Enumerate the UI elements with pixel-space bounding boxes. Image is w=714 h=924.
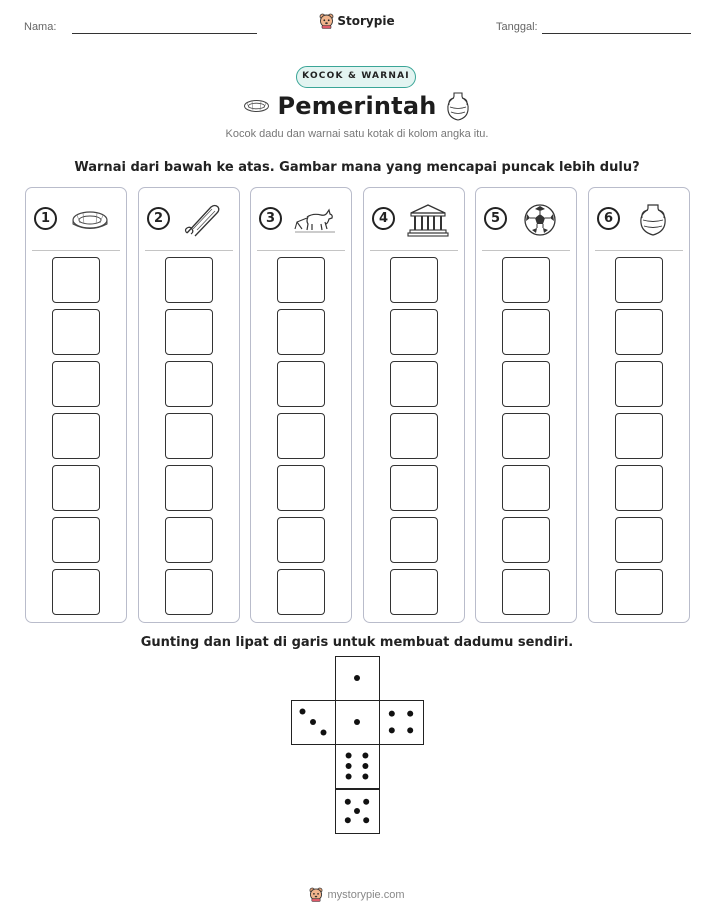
temple-icon — [406, 203, 450, 237]
color-box[interactable] — [52, 569, 100, 615]
color-box[interactable] — [502, 257, 550, 303]
column-header — [597, 203, 683, 237]
color-box[interactable] — [277, 517, 325, 563]
color-box[interactable] — [165, 569, 213, 615]
column-divider — [32, 250, 120, 251]
color-box[interactable] — [615, 569, 663, 615]
column-6 — [588, 187, 690, 623]
name-label: Nama: — [24, 21, 57, 33]
color-box[interactable] — [390, 309, 438, 355]
column-divider — [257, 250, 345, 251]
color-box[interactable] — [502, 309, 550, 355]
column-number: 4 — [372, 207, 395, 230]
color-box[interactable] — [165, 465, 213, 511]
name-line[interactable] — [72, 33, 257, 34]
scroll-icon — [181, 203, 225, 237]
subtitle: Kocok dadu dan warnai satu kotak di kolom angka itu. — [225, 128, 489, 140]
storypie-logo-icon — [319, 13, 334, 29]
column-4 — [363, 187, 465, 623]
die-face-1 — [335, 656, 380, 701]
column-number: 5 — [484, 207, 507, 230]
die-face-6 — [335, 744, 380, 789]
brand — [0, 13, 714, 33]
date-line[interactable] — [542, 33, 691, 34]
column-divider — [370, 250, 458, 251]
color-box[interactable] — [165, 361, 213, 407]
coloring-instruction: Warnai dari bawah ke atas. Gambar mana yang mencapai puncak lebih dulu? — [74, 160, 640, 175]
column-divider — [595, 250, 683, 251]
die-instruction: Gunting dan lipat di garis untuk membuat dadumu sendiri. — [140, 635, 574, 650]
column-header — [259, 203, 345, 237]
color-box[interactable] — [615, 465, 663, 511]
amphora-icon — [444, 90, 472, 122]
footer-url: mystorypie.com — [327, 888, 405, 901]
column-header — [147, 203, 233, 237]
die-face-4 — [379, 700, 424, 745]
color-box[interactable] — [277, 569, 325, 615]
column-header — [34, 203, 120, 237]
activity-badge: KOCOK & WARNAI — [296, 66, 416, 88]
color-box[interactable] — [390, 257, 438, 303]
ox-plow-icon — [293, 203, 337, 237]
arena-icon — [68, 203, 112, 237]
color-box[interactable] — [615, 361, 663, 407]
die-face-5 — [335, 789, 380, 834]
column-3 — [250, 187, 352, 623]
color-box[interactable] — [165, 413, 213, 459]
ball-icon — [518, 203, 562, 237]
column-5 — [475, 187, 577, 623]
color-box[interactable] — [502, 465, 550, 511]
color-box[interactable] — [390, 569, 438, 615]
column-header — [484, 203, 570, 237]
color-box[interactable] — [615, 413, 663, 459]
die-face-1 — [335, 700, 380, 745]
color-box[interactable] — [277, 465, 325, 511]
color-box[interactable] — [277, 257, 325, 303]
color-box[interactable] — [52, 309, 100, 355]
brand-name: Storypie — [337, 14, 395, 28]
column-number: 2 — [147, 207, 170, 230]
color-box[interactable] — [52, 413, 100, 459]
color-box[interactable] — [502, 517, 550, 563]
column-number: 1 — [34, 207, 57, 230]
color-box[interactable] — [502, 361, 550, 407]
color-box[interactable] — [502, 413, 550, 459]
color-box[interactable] — [52, 361, 100, 407]
color-box[interactable] — [52, 517, 100, 563]
color-box[interactable] — [165, 517, 213, 563]
page-title: Pemerintah — [277, 92, 437, 120]
color-box[interactable] — [615, 257, 663, 303]
color-box[interactable] — [390, 517, 438, 563]
color-box[interactable] — [390, 465, 438, 511]
column-1 — [25, 187, 127, 623]
column-2 — [138, 187, 240, 623]
color-box[interactable] — [165, 309, 213, 355]
color-box[interactable] — [52, 257, 100, 303]
color-box[interactable] — [277, 361, 325, 407]
footer — [0, 887, 714, 906]
column-number: 3 — [259, 207, 282, 230]
color-box[interactable] — [390, 361, 438, 407]
column-divider — [145, 250, 233, 251]
color-box[interactable] — [615, 517, 663, 563]
color-box[interactable] — [277, 413, 325, 459]
color-box[interactable] — [165, 257, 213, 303]
die-face-3 — [291, 700, 336, 745]
amphora-icon — [631, 203, 675, 237]
color-box[interactable] — [52, 465, 100, 511]
color-box[interactable] — [615, 309, 663, 355]
date-label: Tanggal: — [496, 21, 538, 33]
color-box[interactable] — [277, 309, 325, 355]
column-header — [372, 203, 458, 237]
column-divider — [482, 250, 570, 251]
color-box[interactable] — [390, 413, 438, 459]
column-number: 6 — [597, 207, 620, 230]
storypie-logo-icon — [309, 887, 323, 902]
color-box[interactable] — [502, 569, 550, 615]
